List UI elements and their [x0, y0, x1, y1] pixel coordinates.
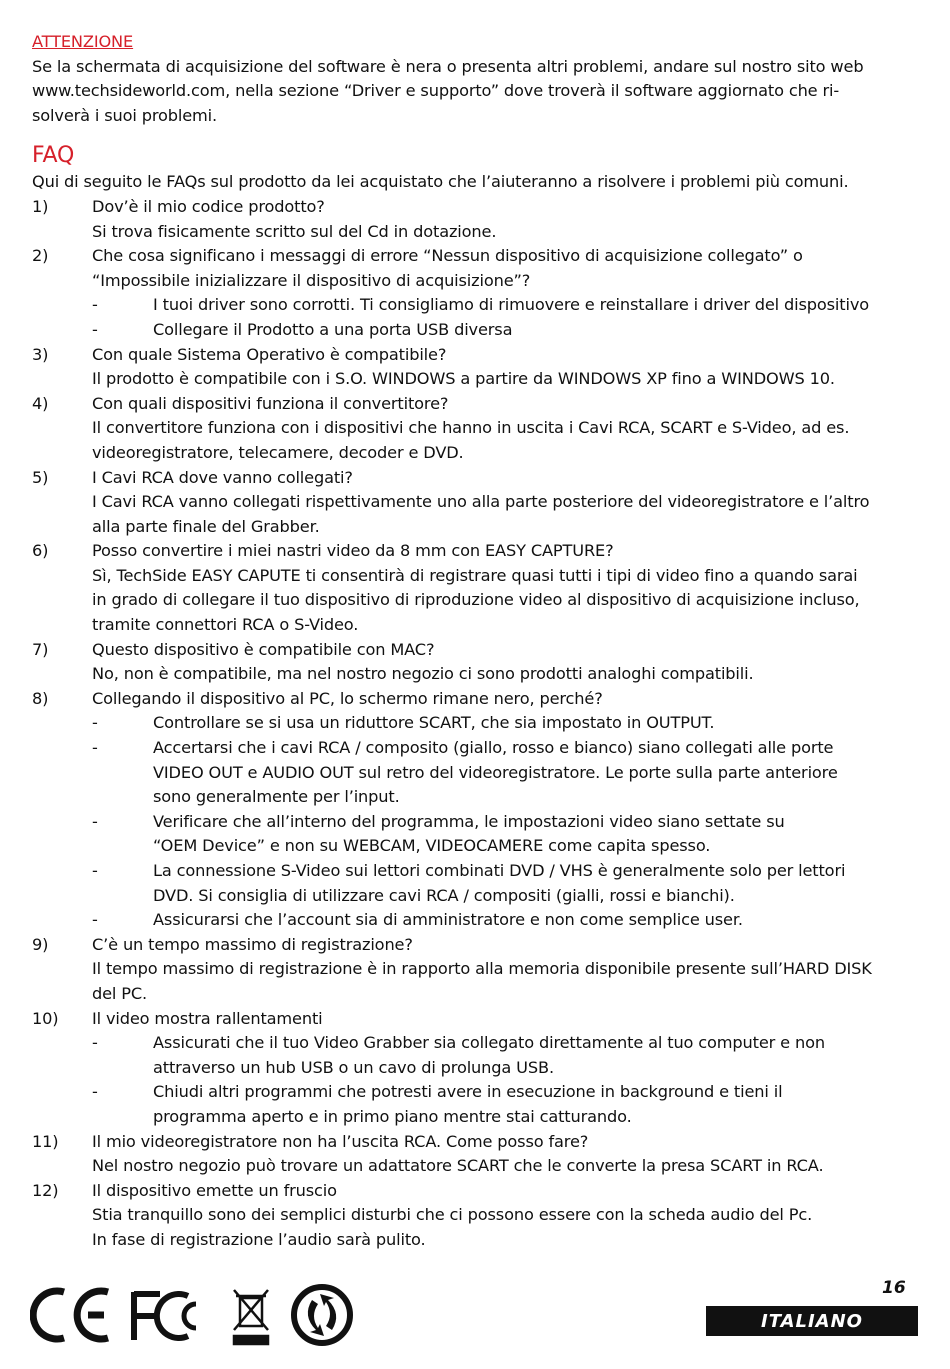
faq-item-number: 12) — [32, 1180, 59, 1200]
logo-strip — [30, 1280, 370, 1350]
faq-item-body — [92, 244, 922, 293]
faq-answer-line: videoregistratore, telecamere, decoder e DVD. — [92, 442, 464, 462]
faq-item-number: 7) — [32, 639, 49, 659]
faq-item-body — [92, 539, 922, 637]
faq-bullet — [92, 908, 922, 933]
bullet-line: Accertarsi che i cavi RCA / composito (giallo, rosso e bianco) siano collegati alle porte — [153, 738, 834, 758]
attention-title: ATTENZIONE — [32, 32, 134, 51]
faq-question: I Cavi RCA dove vanno collegati? — [92, 467, 353, 487]
bullet-line: “OEM Device” e non su WEBCAM, VIDEOCAMERE come capita spesso. — [153, 836, 711, 856]
faq-bullet — [92, 1080, 922, 1129]
bullet-dash: - — [92, 910, 98, 930]
bullet-text — [153, 736, 922, 810]
language-badge: ITALIANO — [706, 1306, 918, 1336]
faq-question: Con quale Sistema Operativo è compatibile? — [92, 344, 447, 364]
faq-item — [32, 1179, 922, 1253]
bullet-line: Assicurati che il tuo Video Grabber sia collegato direttamente al tuo computer e non — [153, 1033, 825, 1053]
bullet-dash: - — [92, 295, 98, 315]
faq-item-body — [92, 638, 922, 687]
faq-item — [32, 392, 922, 466]
attention-text — [32, 55, 922, 129]
faq-title: FAQ — [32, 143, 75, 169]
bullet-line: Chiudi altri programmi che potresti avere in esecuzione in background e tieni il — [153, 1082, 783, 1102]
faq-question: Posso convertire i miei nastri video da 8 mm con EASY CAPTURE? — [92, 541, 614, 561]
bullet-dash: - — [92, 861, 98, 880]
faq-item-body — [92, 1179, 922, 1253]
faq-item-number: 8) — [32, 688, 49, 708]
bullet-line: Verificare che all’interno del programma, le impostazioni video siano settate su — [153, 811, 785, 831]
faq-bullet — [92, 711, 922, 736]
faq-bullet — [92, 1031, 922, 1080]
faq-item-body — [92, 466, 922, 540]
faq-answer-line: alla parte finale del Grabber. — [92, 516, 320, 536]
faq-item — [32, 687, 922, 712]
faq-question: Con quali dispositivi funziona il convertitore? — [92, 393, 449, 413]
bullet-text — [153, 1031, 922, 1080]
faq-item-number: 6) — [32, 541, 49, 561]
faq-item-body — [92, 1007, 922, 1032]
bullet-line: VIDEO OUT e AUDIO OUT sul retro del videoregistratore. Le porte sulla parte anteriore — [153, 762, 838, 782]
faq-bullet — [92, 293, 922, 318]
faq-answer-line: Nel nostro negozio può trovare un adattatore SCART che le converte la presa SCART in RCA. — [92, 1156, 824, 1176]
faq-answer-line: Stia tranquillo sono dei semplici disturbi che ci possono essere con la scheda audio del Pc. — [92, 1205, 813, 1225]
bullet-text — [153, 810, 922, 859]
faq-item — [32, 466, 922, 540]
faq-intro: Qui di seguito le FAQs sul prodotto da lei acquistato che l’aiuteranno a risolvere i problemi più comuni. — [32, 172, 849, 192]
attention-line: solverà i suoi problemi. — [32, 105, 217, 125]
bullet-dash: - — [92, 811, 98, 831]
bullet-dash: - — [92, 738, 98, 758]
faq-item — [32, 195, 922, 244]
faq-question: Questo dispositivo è compatibile con MAC? — [92, 639, 435, 659]
faq-bullet — [92, 859, 922, 908]
faq-bullet — [92, 318, 922, 343]
faq-item-body — [92, 1130, 922, 1179]
faq-answer-line: Sì, TechSide EASY CAPUTE ti consentirà di registrare quasi tutti i tipi di video fino a quando sarai — [92, 565, 858, 585]
faq-item-number: 10) — [32, 1008, 59, 1028]
faq-answer-line: in grado di collegare il tuo dispositivo di riproduzione video al dispositivo di acquisizione incluso, — [92, 590, 860, 610]
faq-item-number: 3) — [32, 344, 49, 364]
faq-item-body — [92, 933, 922, 1007]
faq-answer-line: Si trova fisicamente scritto sul del Cd in dotazione. — [92, 221, 497, 241]
fcc-mark-icon — [134, 1292, 196, 1340]
faq-item-number: 4) — [32, 393, 49, 413]
faq-answer-line: No, non è compatibile, ma nel nostro negozio ci sono prodotti analoghi compatibili. — [92, 664, 754, 684]
faq-list — [32, 195, 922, 1253]
faq-question: C’è un tempo massimo di registrazione? — [92, 934, 413, 954]
faq-item — [32, 933, 922, 1007]
faq-question: Dov’è il mio codice prodotto? — [92, 196, 325, 216]
faq-item-body — [92, 392, 922, 466]
faq-answer-line: “Impossibile inizializzare il dispositivo di acquisizione”? — [92, 270, 531, 290]
faq-item-body — [92, 195, 922, 244]
bullet-line: sono generalmente per l’input. — [153, 787, 400, 807]
bullet-text — [153, 293, 922, 318]
faq-item — [32, 1007, 922, 1032]
faq-answer-line: Il prodotto è compatibile con i S.O. WINDOWS a partire da WINDOWS XP fino a WINDOWS 10. — [92, 369, 835, 389]
faq-answer-line: del PC. — [92, 983, 148, 1003]
faq-answer-line: Il convertitore funziona con i dispositivi che hanno in uscita i Cavi RCA, SCART e S-Video, ad es. — [92, 418, 850, 438]
faq-question: Il dispositivo emette un fruscio — [92, 1180, 337, 1200]
faq-answer-line: Il tempo massimo di registrazione è in rapporto alla memoria disponibile presente sull’HARD DISK — [92, 959, 872, 979]
faq-item-number: 1) — [32, 196, 49, 216]
bullet-text — [153, 859, 922, 908]
bullet-line: attraverso un hub USB o un cavo di prolunga USB. — [153, 1057, 554, 1077]
attention-line: Se la schermata di acquisizione del software è nera o presenta altri problemi, andare sul nostro sito web — [32, 56, 864, 76]
faq-item-number: 9) — [32, 934, 49, 954]
faq-item-body — [92, 687, 922, 712]
faq-item — [32, 1130, 922, 1179]
faq-question: Il video mostra rallentamenti — [92, 1008, 323, 1028]
faq-bullet — [92, 736, 922, 810]
ce-mark-icon — [33, 1291, 108, 1339]
faq-question: Che cosa significano i messaggi di errore “Nessun dispositivo di acquisizione collegato” o — [92, 246, 803, 266]
bullet-dash: - — [92, 1082, 98, 1102]
bullet-dash: - — [92, 319, 98, 339]
faq-item-number: 11) — [32, 1131, 59, 1151]
attention-line: www.techsideworld.com, nella sezione “Driver e supporto” dove troverà il software aggiornato che ri- — [32, 81, 840, 101]
faq-bullet — [92, 810, 922, 859]
faq-question: Il mio videoregistratore non ha l’uscita RCA. Come posso fare? — [92, 1131, 589, 1151]
faq-item-body — [92, 343, 922, 392]
faq-answer-line: In fase di registrazione l’audio sarà pulito. — [92, 1229, 426, 1249]
bullet-text — [153, 711, 922, 736]
weee-bin-icon — [234, 1290, 268, 1344]
bullet-line: programma aperto e in primo piano mentre stai catturando. — [153, 1106, 632, 1126]
faq-item-number: 5) — [32, 467, 49, 487]
faq-item-number: 2) — [32, 246, 49, 266]
bullet-dash: - — [92, 1033, 98, 1053]
bullet-line: DVD. Si consiglia di utilizzare cavi RCA / compositi (gialli, rossi e bianchi). — [153, 885, 735, 905]
bullet-text — [153, 908, 922, 933]
faq-item — [32, 244, 922, 293]
faq-item — [32, 343, 922, 392]
green-dot-icon — [294, 1287, 350, 1343]
faq-question: Collegando il dispositivo al PC, lo schermo rimane nero, perché? — [92, 688, 603, 708]
faq-item — [32, 638, 922, 687]
faq-item — [32, 539, 922, 637]
bullet-text — [153, 318, 922, 343]
page-number: 16 — [882, 1278, 906, 1298]
bullet-line: Controllare se si usa un riduttore SCART, che sia impostato in OUTPUT. — [153, 713, 715, 733]
bullet-text — [153, 1080, 922, 1129]
bullet-dash: - — [92, 713, 98, 733]
bullet-line: Assicurarsi che l’account sia di amministratore e non come semplice user. — [153, 910, 743, 930]
bullet-line: I tuoi driver sono corrotti. Ti consigliamo di rimuovere e reinstallare i driver del dispositivo — [153, 295, 869, 315]
page-content — [32, 30, 922, 1253]
faq-answer-line: I Cavi RCA vanno collegati rispettivamente uno alla parte posteriore del videoregistratore e l’altro — [92, 492, 870, 512]
bullet-line: Collegare il Prodotto a una porta USB diversa — [153, 319, 513, 339]
bullet-line: La connessione S-Video sui lettori combinati DVD / VHS è generalmente solo per lettori — [153, 861, 846, 880]
faq-answer-line: tramite connettori RCA o S-Video. — [92, 615, 359, 635]
certification-logos — [30, 1280, 370, 1350]
